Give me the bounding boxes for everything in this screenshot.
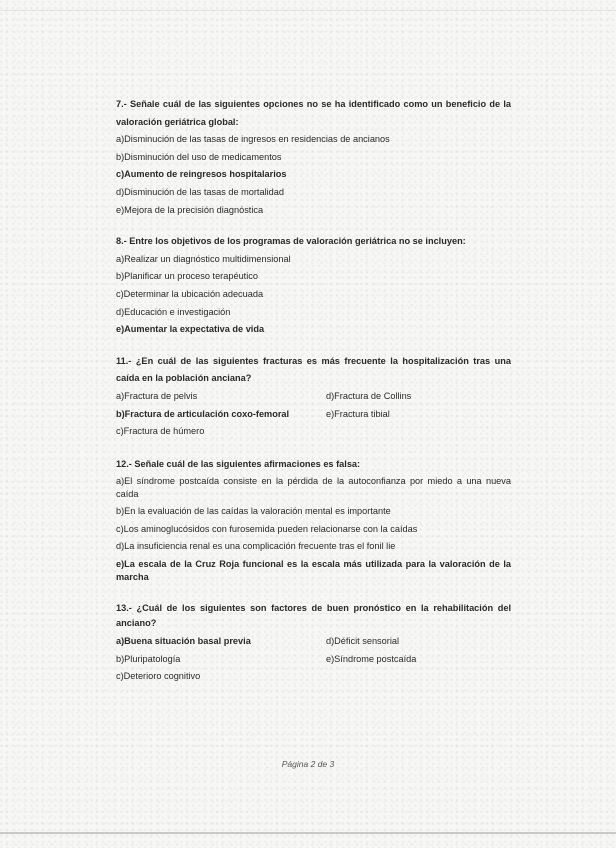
question-title: 13.- ¿Cuál de los siguientes son factores de buen pronóstico en la rehabilitación del anciano? [116,603,511,629]
option-d: d)Educación e investigación [116,306,231,317]
page-number: Página 2 de 3 [281,759,335,769]
option-c: c)Fractura de húmero [116,426,205,437]
option-a: a)Realizar un diagnóstico multidimensional [116,253,291,264]
option-c: c)Deterioro cognitivo [116,671,201,682]
scan-edge-bottom [0,832,616,834]
option-a: a)El síndrome postcaída consiste en la pérdida de la autoconfianza por miedo a una nueva caída [116,476,511,500]
option-e: e)Mejora de la precisión diagnóstica [116,204,264,215]
question-11 [116,353,511,441]
question-title: 8.- Entre los objetivos de los programas de valoración geriátrica no se incluyen: [116,236,466,247]
option-e: e)La escala de la Cruz Roja funcional es la escala más utilizada para la valoración de la marcha [116,559,511,583]
options-grid [116,633,511,686]
option-e: e)Fractura tibial [326,408,390,419]
option-b: b)Disminución del uso de medicamentos [116,151,282,162]
question-7 [116,96,511,219]
option-d: d)Déficit sensorial [326,636,400,647]
option-a: a)Fractura de pelvis [116,390,198,401]
option-b: b)Planificar un proceso terapéutico [116,271,258,282]
option-c: c)Los aminoglucósidos con furosemida pueden relacionarse con la caídas [116,523,418,534]
option-e: e)Síndrome postcaída [326,653,417,664]
question-12 [116,456,511,586]
question-title: 12.- Señale cuál de las siguientes afirmaciones es falsa: [116,458,361,469]
option-a: a)Buena situación basal previa [116,636,251,647]
option-d: d)La insuficiencia renal es una complicación frecuente tras el fonil lie [116,541,396,552]
option-d: d)Fractura de Collins [326,390,412,401]
question-13 [116,601,511,686]
question-list [116,96,511,686]
option-e: e)Aumentar la expectativa de vida [116,324,265,335]
options-grid [116,388,511,441]
option-d: d)Disminución de las tasas de mortalidad [116,186,285,197]
option-c: c)Determinar la ubicación adecuada [116,288,264,299]
option-b: b)Fractura de articulación coxo-femoral [116,408,290,419]
question-8 [116,233,511,339]
option-c: c)Aumento de reingresos hospitalarios [116,169,287,180]
option-b: b)En la evaluación de las caídas la valoración mental es importante [116,506,391,517]
option-b: b)Pluripatología [116,653,181,664]
scan-edge-top [0,10,616,11]
option-a: a)Disminución de las tasas de ingresos en residencias de ancianos [116,134,390,145]
question-title: 7.- Señale cuál de las siguientes opciones no se ha identificado como un beneficio de la valoración geriátrica global: [116,99,511,127]
question-title: 11.- ¿En cuál de las siguientes fracturas es más frecuente la hospitalización tras una caída en la población anciana? [116,355,511,384]
